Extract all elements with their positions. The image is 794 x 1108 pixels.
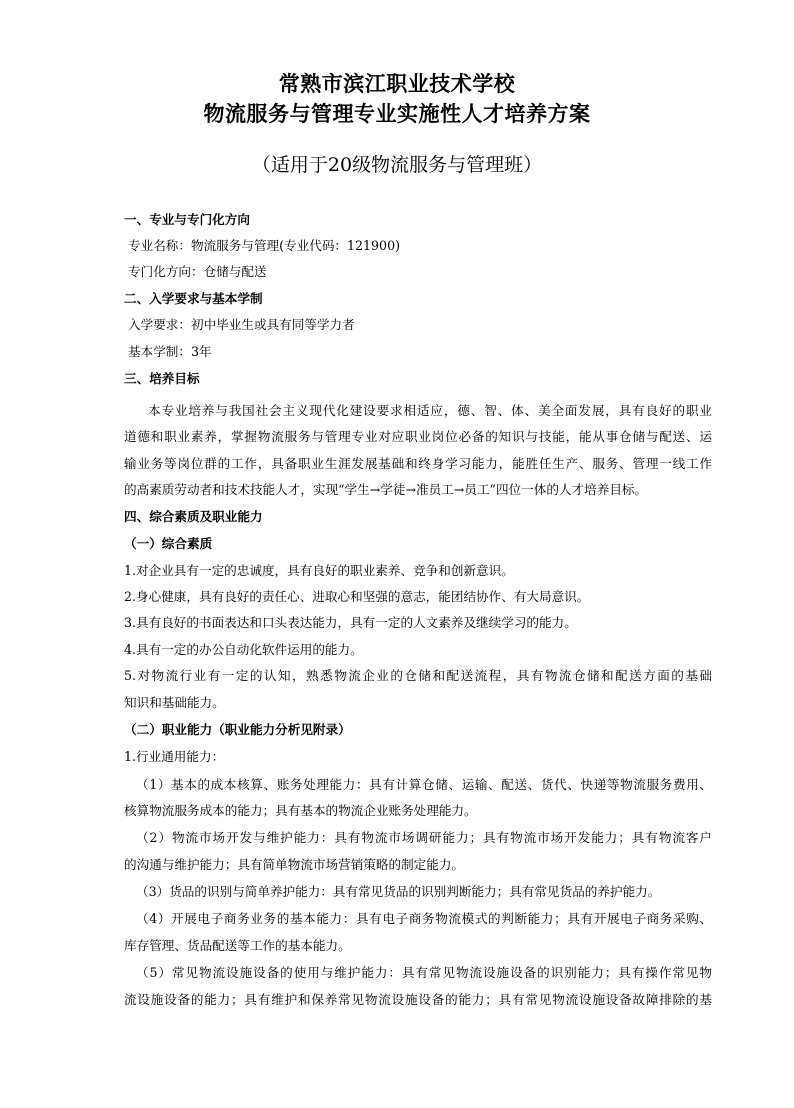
quality-item-3: 3.具有良好的书面表达和口头表达能力，具有一定的人文素养及继续学习的能力。 [124,615,577,630]
section-3-heading: 三、培养目标 [124,371,200,386]
goal-line-1: 本专业培养与我国社会主义现代化建设要求相适应，德、智、体、美全面发展，具有良好的职业 [148,403,712,418]
quality-item-2: 2.身心健康，具有良好的责任心、进取心和坚强的意志，能团结协作、有大局意识。 [124,589,590,604]
goal-line-2: 道德和职业素养，掌握物流服务与管理专业对应职业岗位必备的知识与技能，能从事仓储与配送、运 [124,429,712,444]
admission-requirement: 入学要求：初中毕业生或具有同等学力者 [128,317,355,332]
school-title: 常熟市滨江职业技术学校 [278,72,516,96]
quality-item-5-line-1: 5.对物流行业有一定的认知，熟悉物流企业的仓储和配送流程，具有物流仓储和配送方面的基础 [124,668,712,683]
document-title: 物流服务与管理专业实施性人才培养方案 [203,102,591,126]
ability-4-line-2: 库存管理、货品配送等工作的基本能力。 [124,938,351,953]
ability-4-line-1: （4）开展电子商务业务的基本能力：具有电子商务物流模式的判断能力；具有开展电子商务采购、 [136,911,712,926]
section-4-heading: 四、综合素质及职业能力 [124,509,263,524]
ability-3-line-1: （3）货品的识别与简单养护能力：具有常见货品的识别判断能力；具有常见货品的养护能力。 [136,884,661,899]
major-name: 专业名称：物流服务与管理(专业代码：121900) [128,238,400,253]
ability-5-line-2: 流设施设备的能力；具有维护和保养常见物流设施设备的能力；具有常见物流设施设备故障排除的基 [124,992,712,1007]
study-duration: 基本学制：3年 [128,344,212,359]
quality-item-1: 1.对企业具有一定的忠诚度，具有良好的职业素养、竞争和创新意识。 [124,563,514,578]
ability-2-line-1: （2）物流市场开发与维护能力：具有物流市场调研能力；具有物流市场开发能力；具有物流客户 [136,830,712,845]
general-ability-heading: 1.行业通用能力： [124,749,225,764]
ability-1-line-2: 核算物流服务成本的能力；具有基本的物流企业账务处理能力。 [124,803,477,818]
document-subtitle: （适用于20级物流服务与管理班） [251,154,543,176]
subsection-quality-heading: （一）综合素质 [124,536,213,551]
quality-item-5-line-2: 知识和基础能力。 [124,695,225,710]
quality-item-4: 4.具有一定的办公自动化软件运用的能力。 [124,642,363,657]
section-1-heading: 一、专业与专门化方向 [124,212,250,227]
subsection-ability-heading: （二）职业能力（职业能力分析见附录） [124,722,351,737]
goal-line-3: 输业务等岗位群的工作，具备职业生涯发展基础和终身学习能力，能胜任生产、服务、管理一线工作 [124,456,712,471]
ability-5-line-1: （5）常见物流设施设备的使用与维护能力：具有常见物流设施设备的识别能力；具有操作常见物 [136,965,712,980]
goal-line-4: 的高素质劳动者和技术技能人才，实现“学生→学徒→准员工→员工”四位一体的人才培养目标。 [124,482,648,497]
ability-2-line-2: 的沟通与维护能力；具有简单物流市场营销策略的制定能力。 [124,857,465,872]
section-2-heading: 二、入学要求与基本学制 [124,291,263,306]
specialization-direction: 专门化方向：仓储与配送 [128,264,267,279]
ability-1-line-1: （1）基本的成本核算、账务处理能力：具有计算仓储、运输、配送、货代、快递等物流服务费用、 [136,777,712,792]
